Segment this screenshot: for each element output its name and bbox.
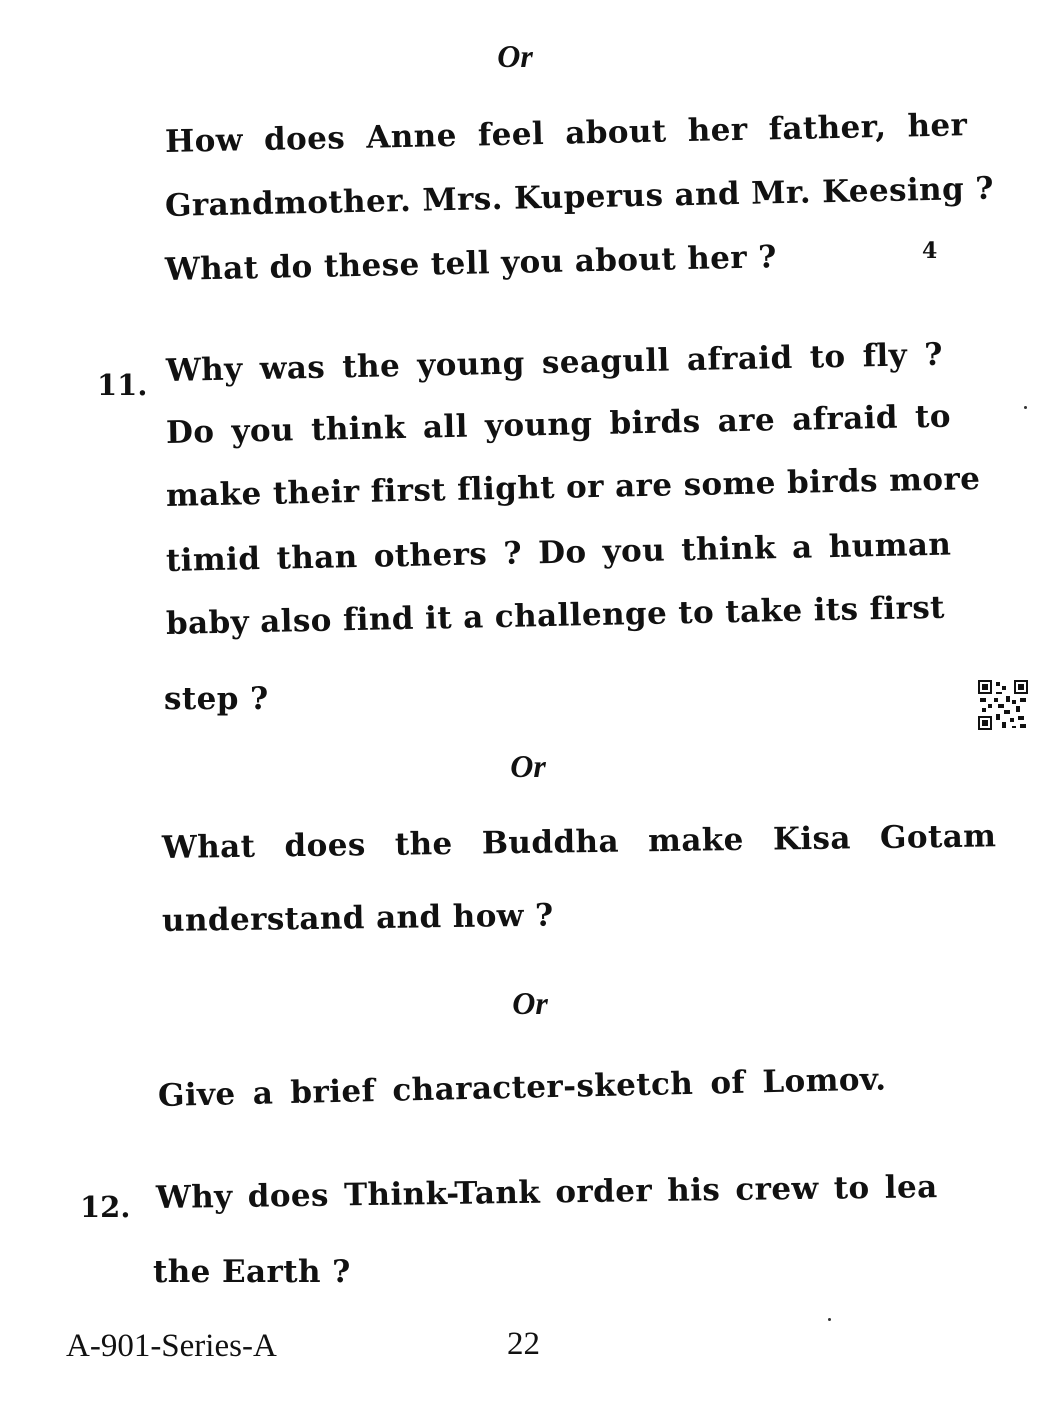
q11-number: 11. [97, 368, 148, 402]
q12-number: 12. [80, 1190, 131, 1224]
speck-mark-2 [828, 1318, 831, 1321]
q11-line-6: step ? [164, 681, 269, 717]
speck-mark-1 [1024, 406, 1027, 409]
footer-code: A-901-Series-A [66, 1328, 277, 1364]
q11-or1-line-2: understand and how ? [161, 897, 554, 939]
q12-line-1: Why does Think-Tank order his crew to lea [155, 1169, 938, 1216]
or-label-middle: Or [510, 748, 546, 784]
qr-code-icon [978, 680, 1028, 730]
q10-or-line-2: Grandmother. Mrs. Kuperus and Mr. Keesing ? [164, 170, 995, 224]
q11-line-5: baby also find it a challenge to take its first [165, 589, 946, 642]
q11-line-1: Why was the young seagull afraid to fly ? [165, 336, 944, 389]
q10-or-line-3: What do these tell you about her ? [164, 239, 778, 288]
q11-or1-line-1: What does the Buddha make Kisa Gotam [161, 818, 997, 866]
q10-or-line-1: How does Anne feel about her father, her [164, 107, 968, 160]
q10-marks: 4 [922, 238, 938, 264]
q12-line-2: the Earth ? [153, 1254, 351, 1290]
or-label-lower: Or [512, 985, 548, 1021]
q11-line-3: make their first flight or are some birds more [165, 460, 981, 514]
or-label-top: Or [497, 38, 533, 74]
q11-or2-line-1: Give a brief character-sketch of Lomov. [157, 1061, 887, 1114]
q11-line-2: Do you think all young birds are afraid to [165, 398, 952, 451]
q11-line-4: timid than others ? Do you think a human [165, 526, 952, 579]
page-number: 22 [507, 1326, 540, 1362]
